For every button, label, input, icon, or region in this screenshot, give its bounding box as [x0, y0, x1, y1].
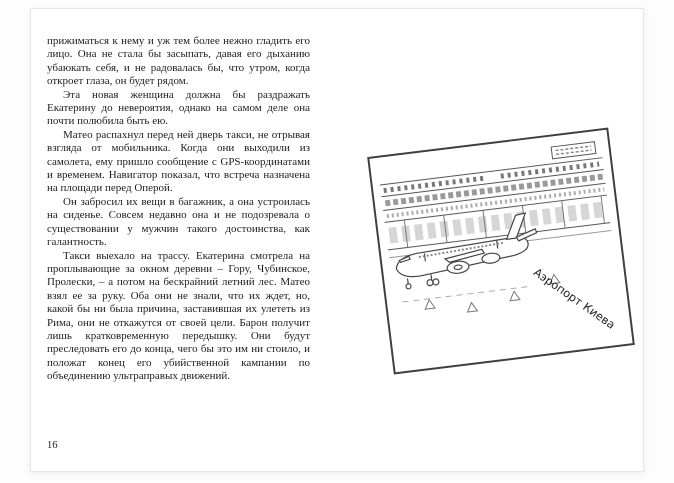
paragraph: Эта новая женщина должна бы раздражать Екатерину до невероятия, однако на самом деле она почти полюбила быть ею.	[47, 88, 310, 128]
page-number: 16	[47, 440, 58, 451]
airport-illustration	[367, 127, 636, 375]
wheel	[427, 279, 434, 286]
illustration-caption: Аэропорт Киева	[531, 265, 618, 332]
page-text	[47, 35, 310, 384]
paragraph: Он забросил их вещи в багажник, а она устроилась на сиденье. Совсем недавно она и не подозревала о существовании у мужчин такого достоинства, как галантность.	[47, 195, 310, 249]
paragraph: прижиматься к нему и уж тем более нежно гладить его лицо. Она не стала бы засыпать, давая его дыханию убаюкать себя, и не радовалась бы, что утром, когда откроет глаза, он будет рядом.	[47, 35, 310, 88]
airport-sketch-image	[367, 127, 636, 375]
book-spread	[30, 8, 644, 472]
paragraph: Такси выехало на трассу. Екатерина смотрела на проплывающие за окном деревни – Гору, Чубинское, Пролески, – а потом на бескрайний летний лес. Матео взял ее за руку. Оба они не знали, что их ждет, но, какой бы ни была причина, заставившая их улететь из Рима, они не откажутся от своей цели. Барон получит лишь кратковременную передышку. Они будут преследовать его до конца, чего бы это им ни стоило, и положат конец его убийственной кампании по объединению ультраправых движений.	[47, 249, 310, 383]
nose-wheel	[406, 284, 412, 290]
paragraph: Матео распахнул перед ней дверь такси, не отрывая взгляда от мобильника. Когда они выходили из самолета, ему пришло сообщение с GPS-координатами и временем. Навигатор показал, что встреча назначена на площади перед Оперой.	[47, 128, 310, 195]
wheel	[433, 279, 440, 286]
